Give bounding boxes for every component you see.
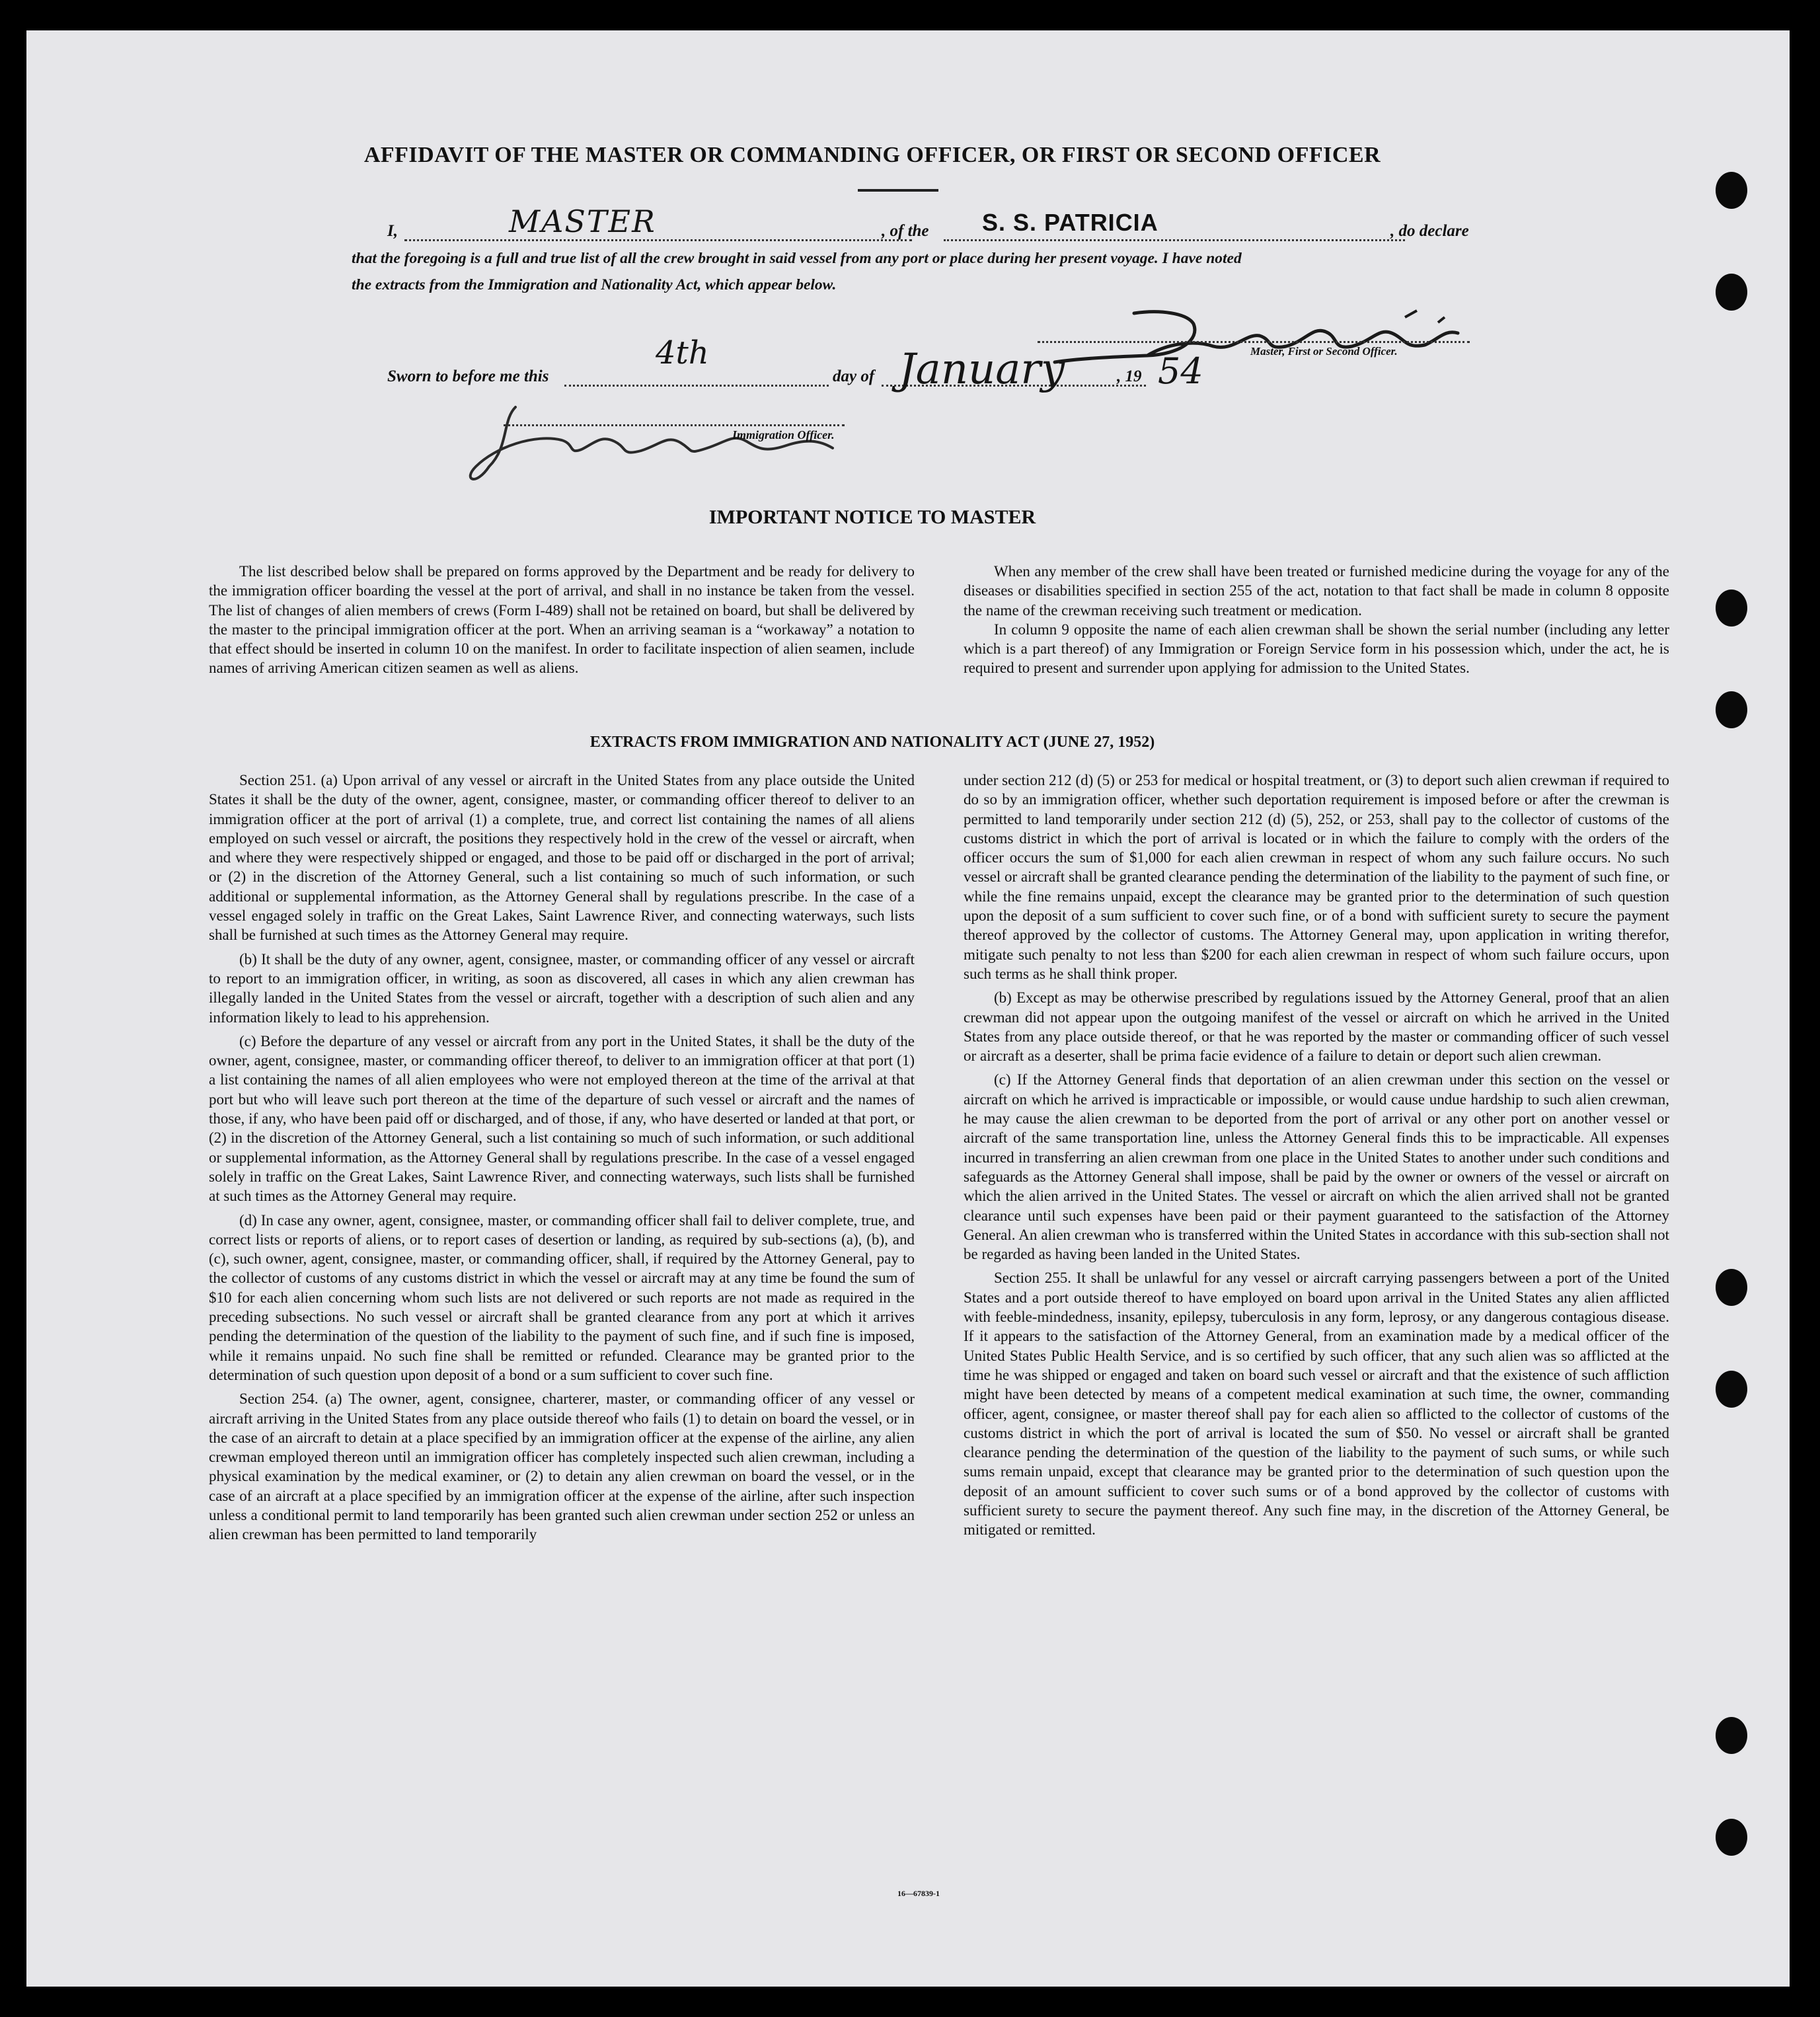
- section-254-a-continued: under section 212 (d) (5) or 253 for medical or hospital treatment, or (3) to deport such alien crewman if required to do so by an immigration officer, whether such deportation requirement is imposed before or after the crewman is permitted to land temporarily under section 212 (d) (5), 252, or 253, shall pay to the collector of customs of the customs district in which the port of arrival is located or in which the failure to comply with the orders of the officer occurs the sum of $1,000 for each alien crewman in respect of whom any such failure occurs. No such vessel or aircraft shall be granted clearance pending the determination of the liability to the payment of such fine, or while the fine remains unpaid, except the clearance may be granted prior to the determination of such question upon the deposit of a sum sufficient to cover such fine, or of a bond with sufficient surety to secure the payment thereof approved by the collector of customs. The Attorney General may, upon application in writing therefor, mitigate such penalty to not less than $200 for each alien crewman in respect of whom such failure occurs, upon such terms as he shall think proper.: [964, 772, 1669, 982]
- officer-signature: [463, 394, 886, 493]
- section-254-b: (b) Except as may be otherwise prescribed by regulations issued by the Attorney General, proof that an alien crewman did not appear upon the outgoing manifest of the vessel or aircraft on which he arrived in the United States from any place outside thereof, or that he was reported by the master or commanding officer of such vessel or aircraft as a deserter, shall be prima facie evidence of a failure to detain or deport such alien crewman.: [964, 989, 1669, 1065]
- officer-signature-line: [504, 424, 845, 426]
- day-handwritten: 4th: [656, 334, 709, 371]
- officer-handwritten: MASTER: [509, 204, 656, 239]
- section-254-c: (c) If the Attorney General finds that deportation of an alien crewman under this section on the vessel or aircraft on which he arrived is impracticable or impossible, or would cause undue hardship to such alien crewman, he may cause the alien crewman to be deported from the port of arrival or any other port on another vessel or aircraft of the same transportation line, unless the Attorney General finds this to be impracticable. All expenses incurred in transferring an alien crewman from one place in the United States to another under such conditions and safeguards as the Attorney General shall impose, shall be paid by the owner or owners of the vessel or aircraft on which the alien arrived in the United States. The vessel or aircraft on which the alien arrived shall not be granted clearance until such expenses have been paid or their payment guaranteed to the satisfaction of the Attorney General. An alien crewman who is transferred within the United States in accordance with this sub-section shall not be regarded as having been landed in the United States.: [964, 1071, 1669, 1263]
- binder-hole: [1716, 1717, 1747, 1754]
- notice-right-column: [964, 562, 1669, 678]
- binder-hole: [1716, 274, 1747, 311]
- extracts-left-column: [209, 771, 915, 1549]
- officer-caption: Immigration Officer.: [732, 428, 835, 441]
- section-251-b: (b) It shall be the duty of any owner, agent, consignee, master, or commanding officer of any vessel or aircraft to report to an immigration officer, in writing, as soon as discovered, all cases in which any alien crewman has illegally landed in the United States from the vessel or aircraft, together with a description of such alien and any information likely to lead to his apprehension.: [209, 950, 915, 1026]
- master-caption: Master, First or Second Officer.: [1250, 345, 1398, 358]
- day-fill-line: [564, 385, 829, 387]
- binder-hole: [1716, 1269, 1747, 1306]
- section-251-c: (c) Before the departure of any vessel or aircraft from any port in the United States, it shall be the duty of the owner, agent, consignee, master, or commanding officer thereof, to deliver to an immigration officer at that port (1) a list containing the names of all alien employees who were not employed thereon at the time of the arrival at that port but who will leave such port thereon at the time of the departure of such vessel or aircraft and the names of those, if any, who have been paid off or discharged, and of those, if any, who have deserted or landed at that port, or (2) in the discretion of the Attorney General, such a list containing so much of such information, or such additional or supplemental information, as the Attorney General shall by regulations prescribe. In the case of a vessel engaged solely in traffic on the Great Lakes, Saint Lawrence River, and connecting waterways, such lists shall be furnished at such times as the Attorney General may require.: [209, 1032, 915, 1205]
- form-code: 16—67839-1: [897, 1889, 940, 1898]
- binder-hole: [1716, 691, 1747, 728]
- notice-title: IMPORTANT NOTICE TO MASTER: [708, 506, 1036, 528]
- notice-left-paragraph: The list described below shall be prepared on forms approved by the Department and be ready for delivery to the immigration officer boarding the vessel at the port of arrival, and shall in no instance be taken from the vessel. The list of changes of alien members of crews (Form I-489) shall not be retained on board, but shall be delivered by the master to the principal immigration officer at the port. When an arriving seaman is a “workaway” a notation to that effect should be inserted in column 10 on the manifest. In order to facilitate inspection of alien seamen, include names of arriving American citizen seamen as well as aliens.: [209, 563, 915, 677]
- sworn-label: Sworn to before me this: [387, 367, 549, 385]
- notice-right-paragraph-2: In column 9 opposite the name of each alien crewman shall be shown the serial number (including any letter which is a part thereof) of any Immigration or Foreign Service form in his possession which, under the act, he is required to present and surrender upon applying for admission to the United States.: [964, 621, 1669, 677]
- master-signature-line: [1038, 341, 1470, 343]
- month-handwritten: January: [899, 345, 1065, 394]
- officer-fill-line: [404, 239, 912, 241]
- do-declare-label: , do declare: [1390, 222, 1469, 240]
- day-of-label: day of: [833, 367, 875, 385]
- binder-hole: [1716, 172, 1747, 209]
- affidavit-i-label: I,: [387, 222, 398, 240]
- extracts-title: EXTRACTS FROM IMMIGRATION AND NATIONALITY ACT (JUNE 27, 1952): [589, 734, 1155, 751]
- document-page: [26, 30, 1790, 1987]
- affidavit-line-3: the extracts from the Immigration and Nationality Act, which appear below.: [352, 276, 837, 293]
- affidavit-title: AFFIDAVIT OF THE MASTER OR COMMANDING OFFICER, OR FIRST OR SECOND OFFICER: [363, 143, 1381, 167]
- extracts-right-column: [964, 771, 1669, 1544]
- of-the-label: , of the: [882, 222, 929, 240]
- title-rule: [858, 189, 938, 192]
- master-signature: [1035, 293, 1471, 373]
- binder-hole: [1716, 1819, 1747, 1856]
- notice-left-column: [209, 562, 915, 678]
- binder-hole: [1716, 590, 1747, 627]
- year-handwritten: 54: [1158, 350, 1203, 392]
- year-prefix: , 19: [1117, 367, 1142, 385]
- vessel-fill-line: [944, 239, 1405, 241]
- section-254-a: Section 254. (a) The owner, agent, consignee, charterer, master, or commanding officer of any vessel or aircraft arriving in the United States from any place outside thereof who fails (1) to detain on board the vessel, or in the case of an aircraft to detain at a place specified by an immigration officer at the expense of the airline, any alien crewman employed thereon until an immigration officer has completely inspected such alien crewman, including a physical examination by the medical examiner, or (2) to detain any alien crewman on board the vessel, or in the case of an aircraft at a place specified by an immigration officer at the expense of the airline, after such inspection unless a conditional permit to land temporarily has been granted such alien crewman under section 252 or unless an alien crewman has been permitted to land temporarily: [209, 1390, 915, 1543]
- section-251-a: Section 251. (a) Upon arrival of any vessel or aircraft in the United States from any place outside the United States it shall be the duty of the owner, agent, consignee, master, or commanding officer thereof to deliver to an immigration officer at the port of arrival (1) a complete, true, and correct list containing the names of all aliens employed on such vessel or aircraft, the positions they respectively hold in the crew of the vessel or aircraft, when and where they were respectively shipped or engaged, and those to be paid off or discharged in the port of arrival; or (2) in the discretion of the Attorney General, such a list containing so much of such information, or such additional or supplemental information, as the Attorney General shall by regulations prescribe. In the case of a vessel engaged solely in traffic on the Great Lakes, Saint Lawrence River, and connecting waterways, such lists shall be furnished at such times as the Attorney General may require.: [209, 772, 915, 944]
- vessel-name-stamp: S. S. PATRICIA: [982, 209, 1158, 236]
- notice-right-paragraph-1: When any member of the crew shall have been treated or furnished medicine during the voyage for any of the diseases or disabilities specified in section 255 of the act, notation to that fact shall be made in column 8 opposite the name of the crewman receiving such treatment or medication.: [964, 563, 1669, 619]
- section-251-d: (d) In case any owner, agent, consignee, master, or commanding officer shall fail to deliver complete, true, and correct lists or reports of aliens, or to report cases of desertion or landing, as required by sub-sections (a), (b), and (c), such owner, agent, consignee, master, or commanding officer, shall, if required by the Attorney General, pay to the collector of customs of any customs district in which the vessel or aircraft may at any time be found the sum of $10 for each alien concerning whom such lists are not delivered or such reports are not made as required in the preceding subsections. No such vessel or aircraft shall be granted clearance from any port at which it arrives pending the determination of the question of the liability to the payment of such fine, and if such fine is imposed, while it remains unpaid. No such fine shall be remitted or refunded. Clearance may be granted prior to the determination of such question upon deposit of a bond or a sum sufficient to cover such fine.: [209, 1211, 915, 1383]
- affidavit-line-2: that the foregoing is a full and true list of all the crew brought in said vessel from any port or place during her present voyage. I have noted: [352, 250, 1242, 267]
- binder-hole: [1716, 1371, 1747, 1408]
- section-255: Section 255. It shall be unlawful for any vessel or aircraft carrying passengers between a port of the United States and a port outside thereof to have employed on board upon arrival in the United States any alien afflicted with feeble-mindedness, insanity, epilepsy, tuberculosis in any form, leprosy, or any dangerous contagious disease. If it appears to the satisfaction of the Attorney General, from an examination made by a medical officer of the United States Public Health Service, and is so certified by such officer, that any such alien was so afflicted at the time he was shipped or engaged and taken on board such vessel or aircraft and that the existence of such affliction might have been detected by means of a competent medical examination at such time, the owner, commanding officer, agent, consignee, or master thereof shall pay for each alien so afflicted to the collector of customs of the customs district in which the port of arrival is located the sum of $50. No vessel or aircraft shall be granted clearance pending the determination of the question of the liability to the payment of such sums, or while such sums remain unpaid, except that clearance may be granted prior to the determination of such question upon the deposit of an amount sufficient to cover such sums or of a bond approved by the collector of customs with sufficient surety to secure the payment thereof. Any such fine may, in the discretion of the Attorney General, be mitigated or remitted.: [964, 1270, 1669, 1539]
